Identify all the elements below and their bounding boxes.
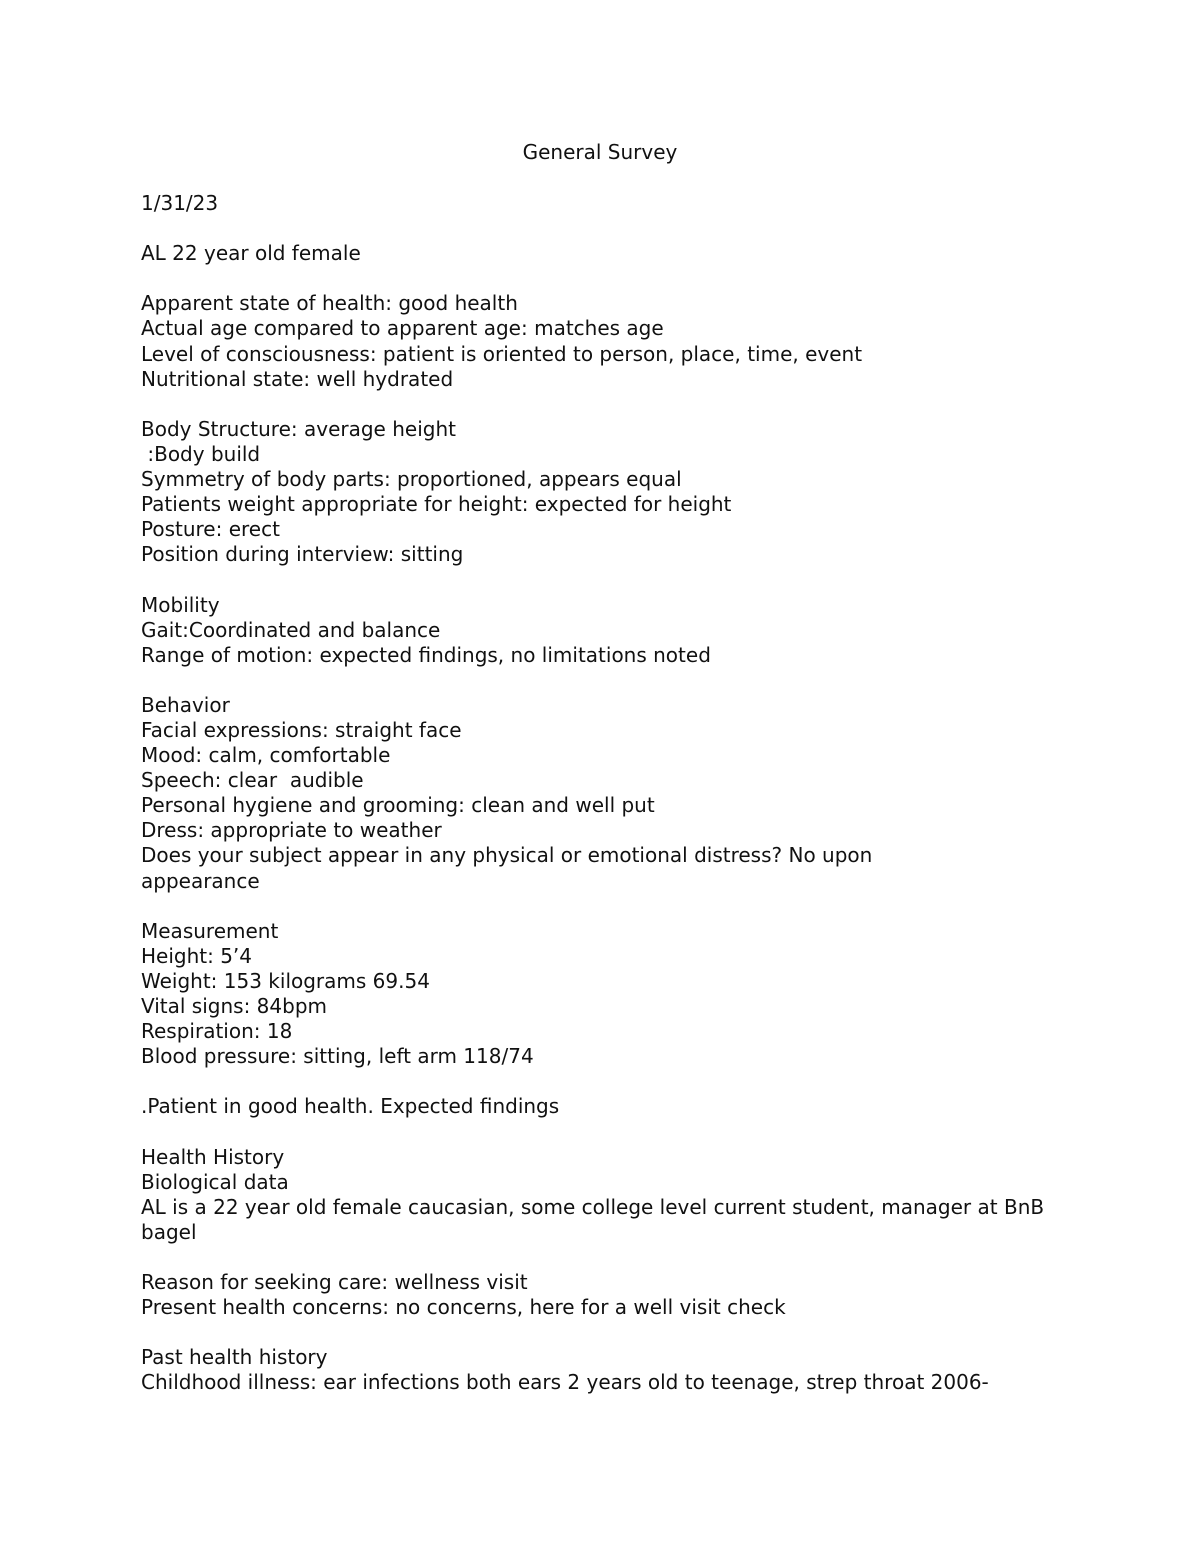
position-line: Position during interview: sitting bbox=[141, 542, 464, 567]
range-of-motion-line: Range of motion: expected findings, no limitations noted bbox=[141, 642, 711, 667]
height-line: Height: 5’4 bbox=[141, 943, 253, 968]
mood-line: Mood: calm, comfortable bbox=[141, 743, 391, 768]
summary-line: .Patient in good health. Expected findings bbox=[141, 1094, 560, 1119]
mobility-section bbox=[141, 593, 1061, 668]
weight-appropriate-line: Patients weight appropriate for height: expected for height bbox=[141, 492, 732, 517]
behavior-section bbox=[141, 693, 1061, 894]
body-structure-section bbox=[141, 417, 1061, 568]
paragraph-gap bbox=[141, 392, 1061, 417]
health-history-heading: Health History bbox=[141, 1144, 285, 1169]
body-build-line: :Body build bbox=[141, 441, 261, 466]
document-title: General Survey bbox=[522, 140, 678, 164]
general-state-section bbox=[141, 291, 1061, 391]
date-line: 1/31/23 bbox=[141, 191, 219, 215]
childhood-illness-line: Childhood illness: ear infections both ears 2 years old to teenage, strep throat 2006- bbox=[141, 1370, 989, 1395]
reason-line: Reason for seeking care: wellness visit bbox=[141, 1270, 528, 1295]
hygiene-line: Personal hygiene and grooming: clean and well put bbox=[141, 793, 655, 818]
consciousness-line: Level of consciousness: patient is oriented to person, place, time, event bbox=[141, 341, 863, 366]
speech-line: Speech: clear audible bbox=[141, 768, 364, 793]
measurement-heading: Measurement bbox=[141, 918, 279, 943]
paragraph-gap bbox=[141, 216, 1061, 241]
patient-intro: AL 22 year old female bbox=[141, 241, 361, 266]
behavior-heading: Behavior bbox=[141, 692, 230, 717]
vital-signs-line: Vital signs: 84bpm bbox=[141, 994, 327, 1018]
biological-data-line: AL is a 22 year old female caucasian, some college level current student, manager at BnB bagel bbox=[141, 1194, 1045, 1244]
paragraph-gap bbox=[141, 1320, 1061, 1345]
symmetry-line: Symmetry of body parts: proportioned, appears equal bbox=[141, 467, 682, 492]
paragraph-gap bbox=[141, 266, 1061, 291]
blood-pressure-line: Blood pressure: sitting, left arm 118/74 bbox=[141, 1044, 534, 1069]
paragraph-gap bbox=[141, 567, 1061, 592]
present-concerns-line: Present health concerns: no concerns, here for a well visit check bbox=[141, 1295, 786, 1320]
paragraph-gap bbox=[141, 894, 1061, 919]
apparent-health-line: Apparent state of health: good health bbox=[141, 291, 518, 316]
gait-line: Gait:Coordinated and balance bbox=[141, 617, 441, 642]
biological-data-heading: Biological data bbox=[141, 1169, 289, 1194]
respiration-line: Respiration: 18 bbox=[141, 1019, 293, 1044]
posture-line: Posture: erect bbox=[141, 517, 280, 542]
paragraph-gap bbox=[141, 1119, 1061, 1144]
mobility-heading: Mobility bbox=[141, 592, 220, 617]
paragraph-gap bbox=[141, 668, 1061, 693]
past-history-section bbox=[141, 1345, 1061, 1395]
past-history-heading: Past health history bbox=[141, 1345, 328, 1370]
body-structure-line: Body Structure: average height bbox=[141, 416, 456, 441]
health-history-section bbox=[141, 1145, 1061, 1245]
reason-section bbox=[141, 1270, 1061, 1320]
facial-expressions-line: Facial expressions: straight face bbox=[141, 717, 462, 742]
distress-line: Does your subject appear in any physical or emotional distress? No upon appearance bbox=[141, 843, 873, 893]
weight-line: Weight: 153 kilograms 69.54 bbox=[141, 968, 430, 993]
document-body bbox=[141, 191, 1061, 1396]
paragraph-gap bbox=[141, 1069, 1061, 1094]
age-comparison-line: Actual age compared to apparent age: matches age bbox=[141, 316, 664, 341]
paragraph-gap bbox=[141, 1245, 1061, 1270]
dress-line: Dress: appropriate to weather bbox=[141, 818, 442, 843]
nutritional-state-line: Nutritional state: well hydrated bbox=[141, 366, 454, 391]
measurement-section bbox=[141, 919, 1061, 1070]
